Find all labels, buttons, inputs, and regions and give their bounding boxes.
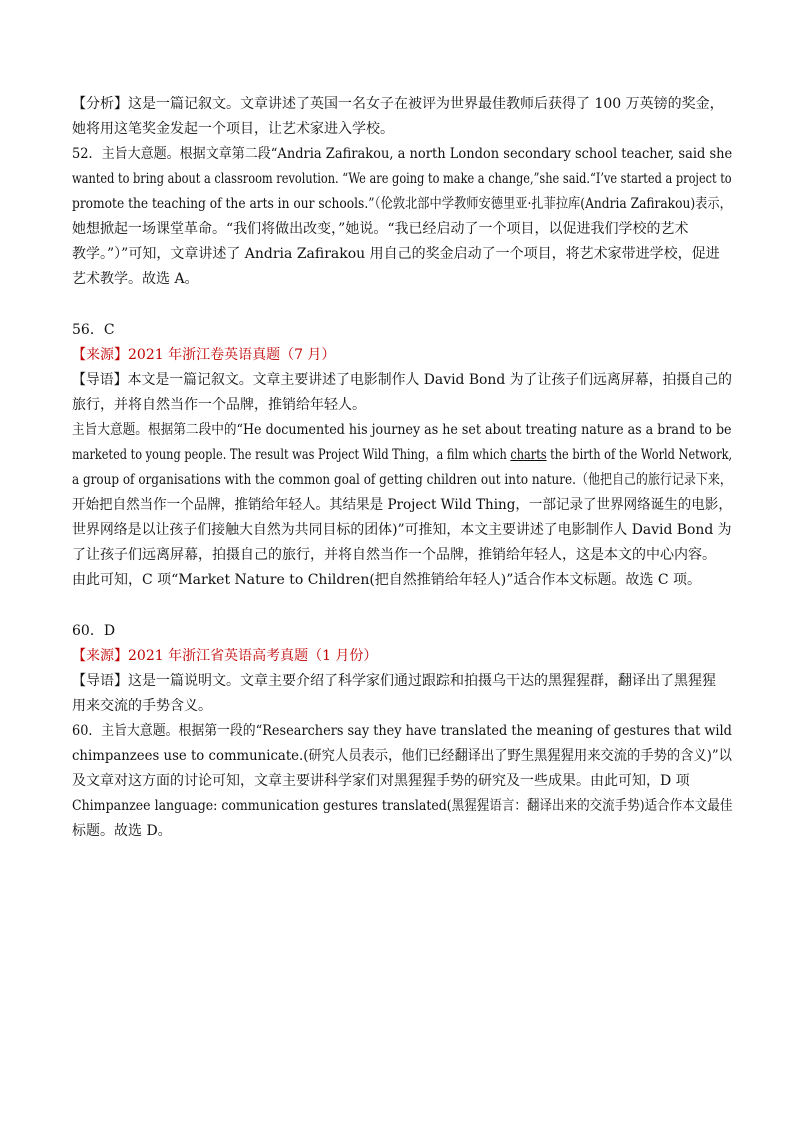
answer-56-line-3: a group of organisations with the common goal of getting children out into nature.（他把自己的旅行记录下来， [72, 472, 732, 488]
answer-52-line-2: wanted to bring about a classroom revolution. “We are going to make a change,”she said.“I’ve started a project to [72, 171, 732, 187]
intro-56-line-2: 旅行，并将自然当作一个品牌，推销给年轻人。 [72, 397, 366, 413]
analysis-line-2: 她将用这笔奖金发起一个项目，让艺术家进入学校。 [72, 121, 394, 137]
answer-56-line-4: 开始把自然当作一个品牌，推销给年轻人。其结果是 Project Wild Thing，一部记录了世界网络诞生的电影， [72, 497, 732, 513]
intro-56-line-1: 【导语】本文是一篇记叙文。文章主要讲述了电影制作人 David Bond 为了让孩子们远离屏幕，拍摄自己的 [72, 372, 732, 388]
intro-60-line-1: 【导语】这是一篇说明文。文章主要介绍了科学家们通过跟踪和拍摄乌干达的黑猩猩群，翻译出了黑猩猩 [72, 673, 716, 689]
source-line-56: 【来源】2021 年浙江卷英语真题（7 月） [72, 347, 336, 363]
question-number-56: 56．C [72, 322, 115, 338]
answer-52-line-1: 52．主旨大意题。根据文章第二段“Andria Zafirakou, a north London secondary school teacher, said she [72, 146, 733, 162]
source-line-60: 【来源】2021 年浙江省英语高考真题（1 月份） [72, 648, 378, 664]
answer-60-line-1: 60．主旨大意题。根据第一段的“Researchers say they have translated the meaning of gestures that wild [72, 723, 732, 739]
answer-56-line-7: 由此可知，C 项“Market Nature to Children(把自然推销给年轻人)”适合作本文标题。故选 C 项。 [72, 572, 702, 588]
intro-60-line-2: 用来交流的手势含义。 [72, 698, 212, 714]
answer-52-line-5: 教学。”）”可知，文章讲述了 Andria Zafirakou 用自己的奖金启动了一个项目，将艺术家带进学校，促进 [72, 246, 720, 262]
answer-56-line-5: 世界网络是以让孩子们接触大自然为共同目标的团体)”可推知，本文主要讲述了电影制作人 David Bond 为 [72, 522, 732, 538]
answer-60-line-4: Chimpanzee language: communication gestures translated(黑猩猩语言：翻译出来的交流手势)适合作本文最佳 [72, 798, 733, 814]
answer-52-line-4: 她想掀起一场课堂革命。“我们将做出改变，”她说。“我已经启动了一个项目，以促进我们学校的艺术 [72, 221, 689, 237]
answer-60-line-2: chimpanzees use to communicate.(研究人员表示，他们已经翻译出了野生黑猩猩用来交流的手势的含义)”以 [72, 748, 732, 764]
underlined-word-charts: charts [510, 447, 547, 463]
answer-60-line-3: 及文章对这方面的讨论可知，文章主要讲科学家们对黑猩猩手势的研究及一些成果。由此可知，D 项 [72, 773, 690, 789]
answer-52-line-6: 艺术教学。故选 A。 [72, 271, 199, 287]
answer-56-line-2-start: marketed to young people. The result was Project Wild Thing，a film which [72, 447, 507, 463]
answer-52-line-3: promote the teaching of the arts in our schools.”（伦敦北部中学教师安德里亚·扎菲拉库(Andria Zafirakou)表示， [72, 196, 732, 212]
answer-56-line-2 [72, 445, 733, 465]
analysis-line-1: 【分析】这是一篇记叙文。文章讲述了英国一名女子在被评为世界最佳教师后获得了 100 万英镑的奖金， [72, 96, 724, 112]
answer-56-line-6: 了让孩子们远离屏幕，拍摄自己的旅行，并将自然当作一个品牌，推销给年轻人，这是本文的中心内容。 [72, 547, 716, 563]
answer-56-line-2-end: the birth of the World Network, [550, 447, 733, 463]
question-number-60: 60．D [72, 623, 116, 639]
answer-60-line-5: 标题。故选 D。 [72, 823, 172, 839]
answer-56-line-1: 主旨大意题。根据第二段中的“He documented his journey as he set about treating nature as a brand to be [72, 422, 732, 438]
